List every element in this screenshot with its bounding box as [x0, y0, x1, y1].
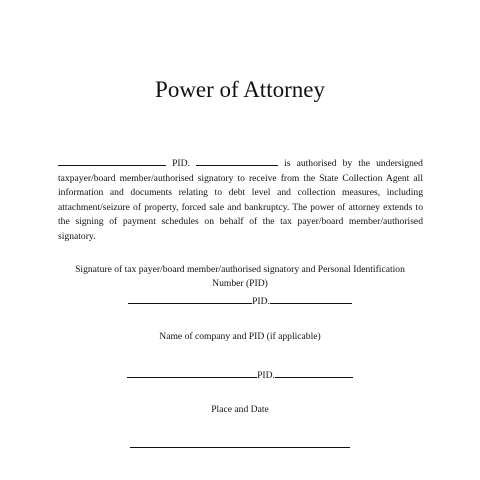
company-pid-label: PID. — [257, 370, 275, 381]
grantor-name-field[interactable] — [58, 156, 166, 166]
signature-pid-field[interactable] — [270, 294, 352, 304]
company-line-row — [0, 368, 480, 382]
company-name-field[interactable] — [127, 368, 257, 378]
signature-line-row — [0, 294, 480, 308]
company-label: Name of company and PID (if applicable) — [159, 331, 321, 342]
document-title: Power of Attorney — [155, 77, 325, 102]
grantor-pid-field[interactable] — [196, 156, 278, 166]
signature-label: Signature of tax payer/board member/authorised signatory and Personal Identification Number (PID) — [75, 264, 405, 289]
authorization-paragraph — [58, 156, 423, 245]
place-date-label: Place and Date — [211, 404, 269, 415]
place-date-field[interactable] — [130, 447, 350, 448]
pid-label: PID. — [172, 158, 190, 169]
signature-pid-label: PID. — [252, 296, 270, 307]
authorization-text: is authorised by the undersigned taxpayer/board member/authorised signatory to receive from the State Collection Agent all information and documents relating to debt level and collection measures, including attachment/seizure of property, forced sale and bankruptcy. The power of attorney extends to the signing of payment schedules on behalf of the tax payer/board member/authorised signatory. — [58, 158, 423, 242]
signature-field[interactable] — [128, 294, 252, 304]
company-pid-field[interactable] — [275, 368, 353, 378]
